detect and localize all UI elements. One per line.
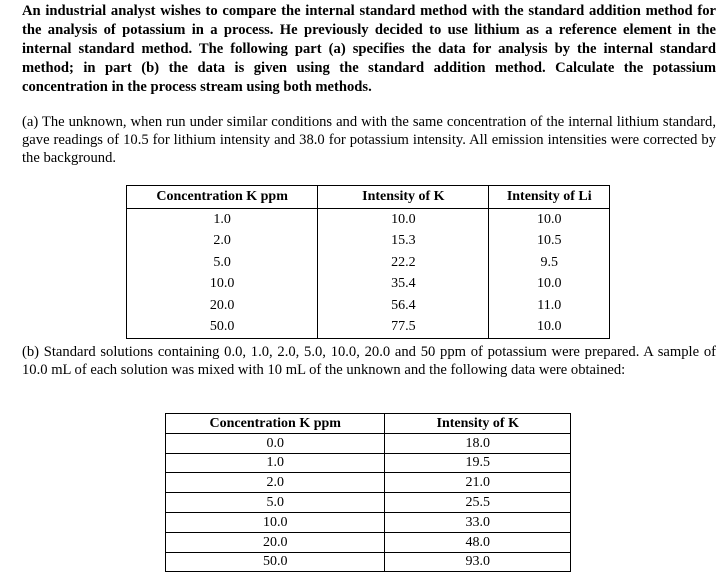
cell-intensity-li: 10.5 [489, 230, 610, 252]
cell-intensity-k: 93.0 [385, 552, 571, 572]
cell-intensity-k: 35.4 [318, 273, 489, 295]
cell-intensity-li: 10.0 [489, 273, 610, 295]
table-row [166, 493, 571, 513]
cell-intensity-k: 33.0 [385, 512, 571, 532]
table-row [166, 433, 571, 453]
cell-intensity-k: 15.3 [318, 230, 489, 252]
cell-concentration: 20.0 [166, 532, 385, 552]
cell-intensity-k: 48.0 [385, 532, 571, 552]
problem-intro: An industrial analyst wishes to compare the internal standard method with the standard addition method for the analysis of potassium in a process. He previously decided to use lithium as a reference element in the internal standard method. The following part (a) specifies the data for analysis by the internal standard method; in part (b) the data is given using the standard addition method. Calculate the potassium concentration in the process stream using both methods. [22, 3, 716, 95]
table-row [127, 316, 610, 338]
header-intensity-li: Intensity of Li [489, 186, 610, 209]
cell-concentration: 1.0 [166, 453, 385, 473]
standard-addition-table [165, 413, 571, 572]
part-a-text: (a) The unknown, when run under similar conditions and with the same concentration of the internal lithium standard, gave readings of 10.5 for lithium intensity and 38.0 for potassium intensity. All emission intensities were corrected by the background. [22, 114, 716, 166]
table-row [127, 230, 610, 252]
cell-concentration: 5.0 [127, 252, 318, 274]
table-row [127, 295, 610, 317]
header-intensity-k: Intensity of K [318, 186, 489, 209]
cell-intensity-k: 18.0 [385, 433, 571, 453]
cell-concentration: 0.0 [166, 433, 385, 453]
table-row [127, 273, 610, 295]
table-row [127, 208, 610, 230]
cell-concentration: 2.0 [127, 230, 318, 252]
table-row [166, 552, 571, 572]
cell-intensity-k: 10.0 [318, 208, 489, 230]
table-row [166, 473, 571, 493]
header-concentration: Concentration K ppm [166, 414, 385, 434]
cell-intensity-k: 25.5 [385, 493, 571, 513]
table-header-row [127, 186, 610, 209]
cell-concentration: 10.0 [127, 273, 318, 295]
table-row [127, 252, 610, 274]
cell-intensity-k: 19.5 [385, 453, 571, 473]
cell-concentration: 50.0 [127, 316, 318, 338]
internal-standard-table [126, 185, 610, 339]
cell-concentration: 1.0 [127, 208, 318, 230]
table-row [166, 532, 571, 552]
cell-concentration: 20.0 [127, 295, 318, 317]
cell-intensity-li: 11.0 [489, 295, 610, 317]
cell-concentration: 2.0 [166, 473, 385, 493]
table-row [166, 453, 571, 473]
cell-intensity-li: 9.5 [489, 252, 610, 274]
cell-intensity-k: 56.4 [318, 295, 489, 317]
cell-intensity-k: 21.0 [385, 473, 571, 493]
cell-concentration: 50.0 [166, 552, 385, 572]
header-intensity-k: Intensity of K [385, 414, 571, 434]
cell-concentration: 5.0 [166, 493, 385, 513]
cell-intensity-k: 22.2 [318, 252, 489, 274]
cell-intensity-li: 10.0 [489, 316, 610, 338]
table-header-row [166, 414, 571, 434]
cell-intensity-li: 10.0 [489, 208, 610, 230]
part-b-text: (b) Standard solutions containing 0.0, 1.0, 2.0, 5.0, 10.0, 20.0 and 50 ppm of potassium were prepared. A sample of 10.0 mL of each solution was mixed with 10 mL of the unknown and the following data were obtained: [22, 344, 716, 378]
cell-intensity-k: 77.5 [318, 316, 489, 338]
header-concentration: Concentration K ppm [127, 186, 318, 209]
cell-concentration: 10.0 [166, 512, 385, 532]
table-row [166, 512, 571, 532]
